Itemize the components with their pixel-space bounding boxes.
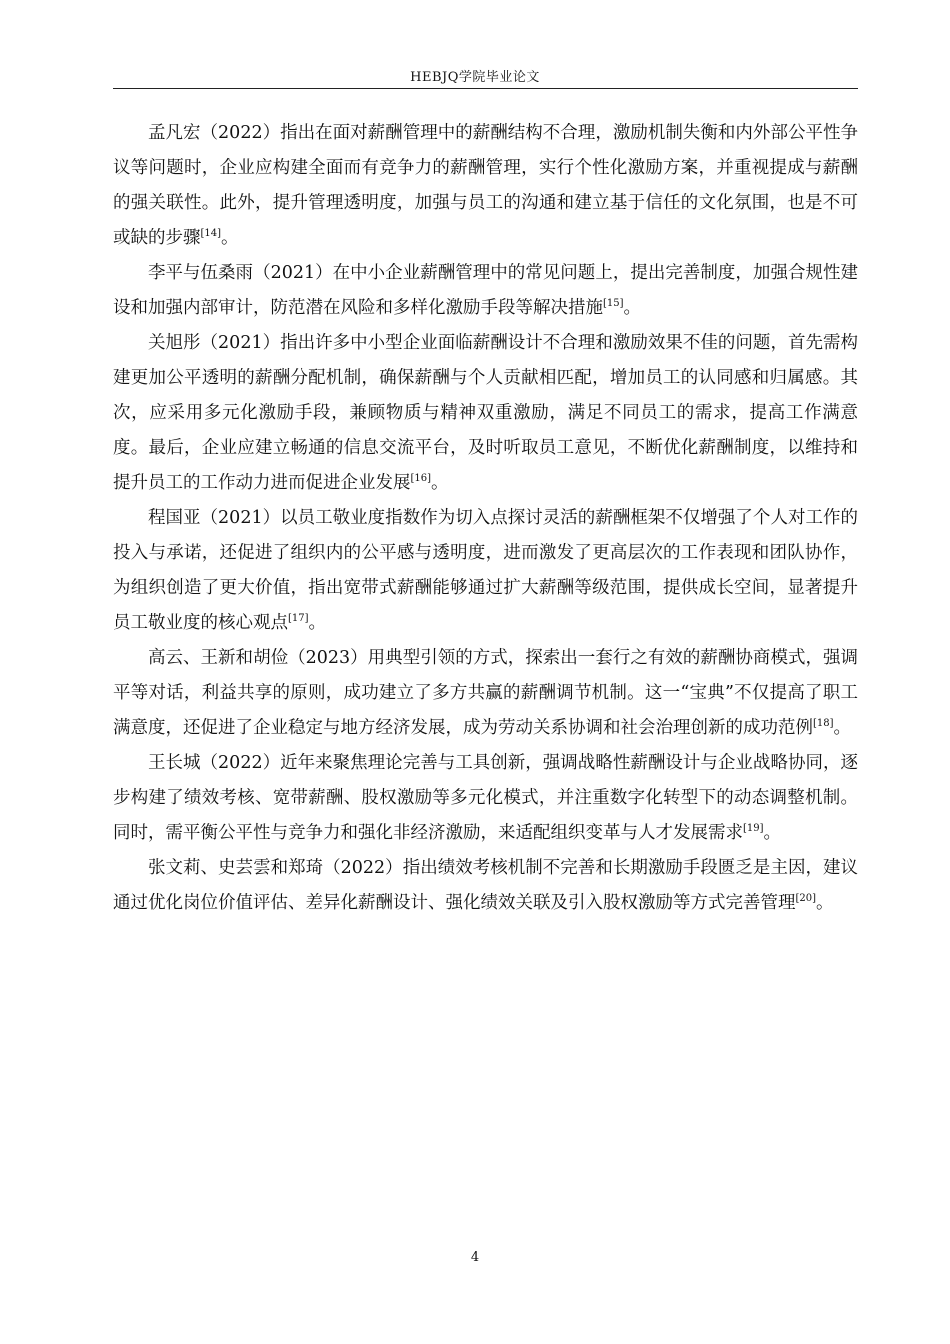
paragraph-text: 程国亚（2021）以员工敬业度指数作为切入点探讨灵活的薪酬框架不仅增强了个人对工作的投入与承诺，还促进了组织内的公平感与透明度，进而激发了更高层次的工作表现和团队协作，为组织创造了更大价值，指出宽带式薪酬能够通过扩大薪酬等级范围，提供成长空间，显著提升员工敬业度的核心观点 bbox=[113, 508, 858, 633]
paragraph-text: 李平与伍桑雨（2021）在中小企业薪酬管理中的常见问题上，提出完善制度，加强合规性建设和加强内部审计，防范潜在风险和多样化激励手段等解决措施 bbox=[113, 263, 858, 318]
paragraph-text: 王长城（2022）近年来聚焦理论完善与工具创新，强调战略性薪酬设计与企业战略协同，逐步构建了绩效考核、宽带薪酬、股权激励等多元化模式，并注重数字化转型下的动态调整机制。同时，需平衡公平性与竞争力和强化非经济激励，来适配组织变革与人才发展需求 bbox=[113, 753, 858, 843]
paragraph-wangchangcheng bbox=[113, 746, 858, 851]
header-divider bbox=[113, 88, 858, 89]
paragraph-end: 。 bbox=[623, 298, 642, 318]
paragraph-chengguoya bbox=[113, 501, 858, 641]
paragraph-end: 。 bbox=[833, 718, 852, 738]
citation-ref: [19] bbox=[743, 823, 764, 835]
paragraph-end: 。 bbox=[431, 473, 449, 493]
paragraph-end: 。 bbox=[308, 613, 327, 633]
paragraph-liping bbox=[113, 256, 858, 326]
citation-ref: [14] bbox=[200, 228, 222, 240]
paragraph-end: 。 bbox=[763, 823, 782, 843]
page-header-title: HEBJQ学院毕业论文 bbox=[410, 70, 540, 85]
paragraph-end: 。 bbox=[816, 893, 834, 913]
paragraph-text: 关旭彤（2021）指出许多中小型企业面临薪酬设计不合理和激励效果不佳的问题，首先需构建更加公平透明的薪酬分配机制，确保薪酬与个人贡献相匹配，增加员工的认同感和归属感。其次，应采用多元化激励手段，兼顾物质与精神双重激励，满足不同员工的需求，提高工作满意度。最后，企业应建立畅通的信息交流平台，及时听取员工意见，不断优化薪酬制度，以维持和提升员工的工作动力进而促进企业发展 bbox=[113, 333, 858, 493]
page-number: 4 bbox=[470, 1250, 480, 1265]
paragraph-mengfanhong bbox=[113, 116, 858, 256]
body-text bbox=[113, 116, 858, 921]
paragraph-gaoyun bbox=[113, 641, 858, 746]
paragraph-zhangwenli bbox=[113, 851, 858, 921]
paragraph-text: 孟凡宏（2022）指出在面对薪酬管理中的薪酬结构不合理，激励机制失衡和内外部公平性争议等问题时，企业应构建全面而有竞争力的薪酬管理，实行个性化激励方案，并重视提成与薪酬的强关联性。此外，提升管理透明度，加强与员工的沟通和建立基于信任的文化氛围，也是不可或缺的步骤 bbox=[113, 123, 858, 248]
citation-ref: [20] bbox=[795, 893, 817, 905]
paragraph-guanxutong bbox=[113, 326, 858, 501]
citation-ref: [15] bbox=[603, 298, 624, 310]
paragraph-text: 高云、王新和胡俭（2023）用典型引领的方式，探索出一套行之有效的薪酬协商模式，强调平等对话，利益共享的原则，成功建立了多方共赢的薪酬调节机制。这一“宝典”不仅提高了职工满意度，还促进了企业稳定与地方经济发展，成为劳动关系协调和社会治理创新的成功范例 bbox=[113, 648, 858, 738]
paragraph-end: 。 bbox=[221, 228, 239, 248]
citation-ref: [16] bbox=[410, 473, 432, 485]
paragraph-text: 张文莉、史芸雲和郑琦（2022）指出绩效考核机制不完善和长期激励手段匮乏是主因，建议通过优化岗位价值评估、差异化薪酬设计、强化绩效关联及引入股权激励等方式完善管理 bbox=[113, 858, 858, 913]
citation-ref: [18] bbox=[813, 718, 834, 730]
citation-ref: [17] bbox=[288, 613, 309, 625]
